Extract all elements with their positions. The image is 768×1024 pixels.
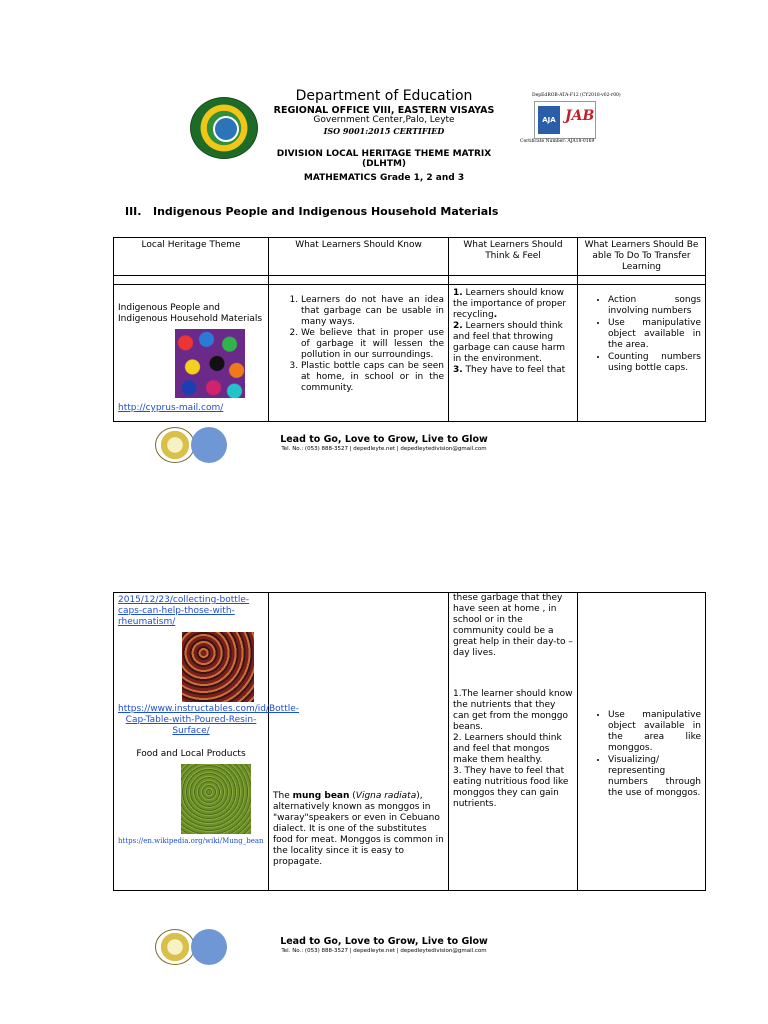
deped-eastern-visayas-seal	[190, 97, 258, 159]
list-item: 3. Plastic bottle caps can be seen at home, in school or in the community.	[301, 361, 444, 394]
think-item-text: Learners should know the importance of proper recycling	[453, 288, 567, 320]
footer-circle-logo	[191, 427, 227, 463]
know-bold-term: mung bean	[292, 791, 350, 801]
think-monggo-list: 1.The learner should know the nutrients that they can get from the monggo beans. 2. Learners should think and feel that mongos make them healthy. 3. They have to feel that eating nutritious food like monggos they can gain nutrients.	[453, 689, 573, 809]
col-header-able: What Learners Should Be able To Do To Transfer Learning	[578, 238, 706, 276]
list-item: • Use manipulative object available in the area like monggos.	[608, 710, 701, 754]
know-cell	[269, 285, 449, 422]
think-item-text: They have to feel that	[462, 365, 566, 375]
footer-motto: Lead to Go, Love to Grow, Live to Glow	[280, 434, 488, 445]
table-row	[114, 593, 706, 891]
bottle-cap-table-image	[182, 632, 254, 702]
iso-certification: ISO 9001:2015 CERTIFIED	[323, 126, 445, 136]
theme-text: Indigenous People and Indigenous Household Materials	[118, 303, 263, 324]
think-item-number: 2.	[453, 321, 463, 331]
list-item: 1. Learners do not have an idea that garbage can be usable in many ways.	[301, 295, 444, 328]
spacer-row	[114, 276, 706, 285]
cert-code: DepEdROB-ATA-F12 (CY2018-v02-r00)	[532, 93, 621, 98]
heritage-matrix-table-page1	[113, 237, 706, 422]
department-title: Department of Education	[295, 88, 473, 104]
think-item-number: 3.	[453, 365, 463, 375]
list-item: • Use manipulative object available in the area.	[608, 318, 701, 351]
certification-logo	[534, 101, 596, 139]
footer-motto: Lead to Go, Love to Grow, Live to Glow	[280, 936, 488, 947]
bottle-caps-image	[175, 329, 245, 398]
cert-number: Certificate Number: AJA18-0169	[520, 139, 595, 144]
able-list	[582, 295, 701, 374]
matrix-title: DIVISION LOCAL HERITAGE THEME MATRIX	[276, 149, 492, 159]
know-text: ), alternatively known as monggos in "waray"speakers or even in Cebuano dialect. It is one of the substitutes food for meat. Monggos is common in the locality since it is easy to propagate.	[273, 791, 444, 867]
list-item: • Action songs involving numbers	[608, 295, 701, 317]
list-item: • Counting numbers using bottle caps.	[608, 352, 701, 374]
mung-bean-image	[181, 764, 251, 834]
think-item-text: Learners should think and feel that throwing garbage can cause harm in the environment.	[453, 321, 566, 364]
think-continued-text: these garbage that they have seen at home , in school or in the community could be a great help in their day-to –day lives.	[453, 593, 573, 658]
division-seal	[155, 929, 195, 965]
col-header-think: What Learners Should Think & Feel	[449, 238, 578, 276]
section-title: Indigenous People and Indigenous Household Materials	[153, 205, 499, 218]
know-text: (	[349, 791, 356, 801]
know-text: The	[273, 791, 293, 801]
able-list	[582, 710, 701, 799]
aja-logo: AJA	[538, 106, 560, 134]
table-row	[114, 285, 706, 422]
think-item-number: 1.	[453, 288, 463, 298]
matrix-abbrev: (DLHTM)	[361, 159, 407, 169]
food-local-products-title: Food and Local Products	[136, 749, 246, 759]
section-number: III.	[125, 205, 142, 218]
know-list	[273, 295, 444, 394]
footer-contact: Tel. No.: (053) 888-3527 | depedleyte.net | depedleytedivision@gmail.com	[281, 948, 487, 954]
office-location: Government Center,Palo, Leyte	[313, 115, 455, 125]
list-item: • Visualizing/ representing numbers through the use of monggos.	[608, 755, 701, 799]
able-cell	[578, 285, 706, 422]
header-row	[114, 238, 706, 276]
list-item: 2. We believe that in proper use of garbage it will lessen the pollution in our surroundings.	[301, 328, 444, 361]
footer-circle-logo	[191, 929, 227, 965]
think-item-period: .	[493, 310, 498, 320]
able-cell	[578, 593, 706, 891]
bottle-caps-article-link[interactable]: 2015/12/23/collecting-bottle-caps-can-help-those-with-rheumatism/	[118, 595, 250, 627]
section-heading	[125, 205, 498, 218]
know-cell	[269, 593, 449, 891]
think-cell	[449, 285, 578, 422]
cyprus-mail-link[interactable]: http://cyprus-mail.com/	[118, 403, 224, 413]
instructables-link[interactable]: https://www.instructables.com/id/Bottle-Cap-Table-with-Poured-Resin-Surface/	[118, 704, 300, 736]
matrix-subject: MATHEMATICS Grade 1, 2 and 3	[303, 173, 465, 183]
heritage-matrix-table-page2	[113, 592, 706, 891]
theme-cell	[114, 285, 269, 422]
footer-contact: Tel. No.: (053) 888-3527 | depedleyte.net | depedleytedivision@gmail.com	[281, 446, 487, 452]
know-scientific-name: Vigna radiata	[355, 791, 417, 801]
jab-logo: JAB	[565, 108, 595, 124]
col-header-theme: Local Heritage Theme	[114, 238, 269, 276]
col-header-know: What Learners Should Know	[269, 238, 449, 276]
regional-office: REGIONAL OFFICE VIII, EASTERN VISAYAS	[273, 105, 495, 116]
division-seal	[155, 427, 195, 463]
think-cell	[449, 593, 578, 891]
wikipedia-mung-bean-link[interactable]: https://en.wikipedia.org/wiki/Mung_bean	[118, 837, 264, 845]
